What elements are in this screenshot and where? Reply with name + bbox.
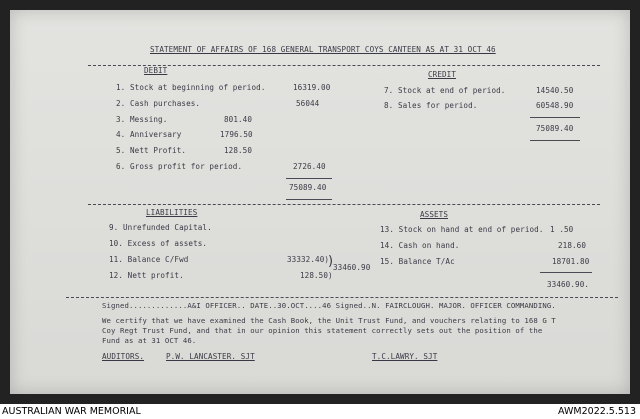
footer-bar: [0, 404, 640, 419]
auditor-signature: T.C.LAWRY. SJT: [372, 352, 438, 361]
credit-total-rule: [530, 117, 580, 118]
asset-item-label: 15. Balance T/Ac: [380, 257, 455, 266]
liabilities-combined-total: 33460.90: [333, 263, 371, 272]
certification-line: We certify that we have examined the Cash Book, the Unit Trust Fund, and vouchers relating to 168 G T: [102, 316, 556, 325]
certification-line: Fund as at 31 OCT 46.: [102, 336, 197, 345]
credit-total: 75089.40: [536, 124, 574, 133]
liability-item-label: 11. Balance C/Fwd: [109, 255, 189, 264]
credit-item-label: 8. Sales for period.: [384, 101, 478, 110]
asset-item-amount: 18701.80: [552, 257, 590, 266]
asset-item-label: 14. Cash on hand.: [380, 241, 460, 250]
assets-heading: ASSETS: [420, 210, 449, 219]
certification-line: Coy Regt Trust Fund, and that in our opinion this statement correctly sets out the position of the: [102, 326, 543, 335]
debit-item-label: 4. Anniversary: [116, 130, 182, 139]
credit-total-underline: [530, 140, 580, 141]
signed-line: Signed.............A&I OFFICER.. DATE..30.OCT....46 Signed..N. FAIRCLOUGH. MAJOR. OFFICER COMMANDING.: [102, 301, 556, 310]
asset-item-amount: 218.60: [558, 241, 587, 250]
statement-title: STATEMENT OF AFFAIRS OF 168 GENERAL TRANSPORT COYS CANTEEN AS AT 31 OCT 46: [150, 45, 496, 54]
middle-divider: [88, 204, 600, 205]
debit-item-amount: 16319.00: [293, 83, 331, 92]
liability-item-label: 9. Unrefunded Capital.: [109, 223, 212, 232]
debit-item-label: 1. Stock at beginning of period.: [116, 83, 266, 92]
liability-item-amount: 128.50): [300, 271, 333, 280]
debit-total: 75089.40: [289, 183, 327, 192]
asset-item-label: 13. Stock on hand at end of period.: [380, 225, 544, 234]
liability-item-label: 12. Nett profit.: [109, 271, 184, 280]
credit-heading: CREDIT: [428, 70, 457, 79]
assets-total: 33460.90.: [547, 280, 590, 289]
assets-total-rule: [540, 272, 592, 273]
auditor-signature: P.W. LANCASTER. SJT: [166, 352, 255, 361]
debit-heading: DEBIT: [144, 66, 168, 75]
debit-item-label: 6. Gross profit for period.: [116, 162, 243, 171]
liability-item-amount: 33332.40): [287, 255, 330, 264]
bracket-mark: ): [328, 254, 334, 269]
debit-item-label: 3. Messing.: [116, 115, 168, 124]
debit-item-label: 2. Cash purchases.: [116, 99, 201, 108]
credit-item-amount: 60548.90: [536, 101, 574, 110]
credit-item-amount: 14540.50: [536, 86, 574, 95]
debit-item-sub-amount: 128.50: [224, 146, 253, 155]
paper-sheet: [10, 10, 630, 394]
footer-institution: AUSTRALIAN WAR MEMORIAL: [2, 406, 141, 417]
bottom-divider: [66, 297, 618, 298]
debit-item-label: 5. Nett Profit.: [116, 146, 187, 155]
debit-total-rule: [286, 178, 332, 179]
footer-accession-number: AWM2022.5.513: [558, 406, 636, 417]
debit-item-amount: 56044: [296, 99, 320, 108]
debit-item-sub-amount: 1796.50: [220, 130, 253, 139]
auditors-label: AUDITORS.: [102, 352, 145, 361]
debit-total-underline: [286, 199, 332, 200]
liability-item-label: 10. Excess of assets.: [109, 239, 208, 248]
debit-item-amount: 2726.40: [293, 162, 326, 171]
debit-item-sub-amount: 801.40: [224, 115, 253, 124]
liabilities-heading: LIABILITIES: [146, 208, 198, 217]
asset-item-amount: 1 .50: [550, 225, 574, 234]
credit-item-label: 7. Stock at end of period.: [384, 86, 506, 95]
